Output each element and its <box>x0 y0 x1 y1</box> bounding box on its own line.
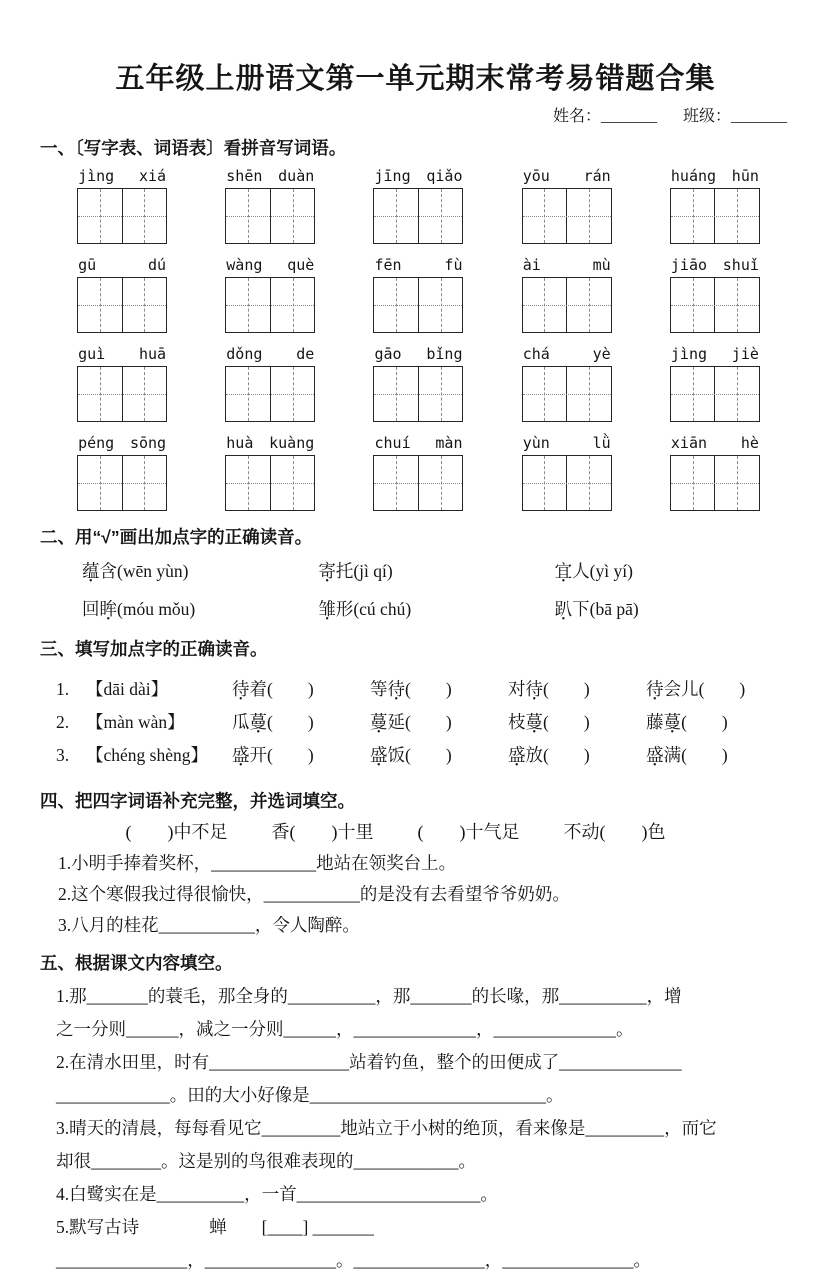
name-blank: _______ <box>600 108 657 125</box>
tianzige-cell <box>270 189 315 243</box>
pinyin-syllable: rán <box>583 167 611 185</box>
class-blank: _______ <box>731 108 787 125</box>
pinyin-word-group <box>74 167 170 244</box>
answer-paren: ( ) <box>405 679 452 699</box>
tianzige-cell <box>226 189 270 243</box>
tianzige-cell <box>523 367 567 421</box>
answer-paren: ( ) <box>543 745 590 765</box>
answer-paren: ( ) <box>405 745 452 765</box>
word-suffix: 开 <box>249 745 267 765</box>
dotted-character: 待 <box>387 679 406 699</box>
tianzige-cell <box>671 367 715 421</box>
dotted-character: 盛 <box>508 745 526 765</box>
pronunciation-fill-rows <box>40 666 791 779</box>
dotted-character: 蔓 <box>525 712 544 732</box>
answer-paren: ( ) <box>267 712 314 732</box>
tianzige-cell <box>226 367 270 421</box>
pinyin-word-group <box>222 167 318 244</box>
pinyin-syllable: shuǐ <box>722 256 759 274</box>
pinyin-syllable: de <box>296 345 315 363</box>
tianzige-cell <box>566 278 611 332</box>
tianzige-writing-box <box>670 188 760 244</box>
pinyin-syllable: chá <box>522 345 550 363</box>
pinyin-label <box>667 434 763 452</box>
pinyin-word-group <box>222 256 318 333</box>
tianzige-cell <box>714 278 759 332</box>
pinyin-word-group <box>370 345 466 422</box>
pinyin-syllable: hè <box>740 434 759 452</box>
pinyin-syllable: yōu <box>522 167 550 185</box>
tianzige-writing-box <box>225 277 315 333</box>
recall-line: _______________，_______________。_______________，_______________。 <box>56 1249 651 1270</box>
tianzige-cell <box>270 367 315 421</box>
pinyin-word-group <box>667 345 763 422</box>
dotted-character: 待 <box>232 679 250 699</box>
pinyin-word-group <box>74 345 170 422</box>
tianzige-cell <box>78 367 122 421</box>
row-number: 1. <box>56 679 70 699</box>
dotted-character: 眸 <box>99 599 117 619</box>
word-prefix: 等 <box>370 679 388 699</box>
pinyin-label <box>519 256 615 274</box>
pinyin-syllable: jiè <box>731 345 759 363</box>
tianzige-writing-box <box>670 277 760 333</box>
pinyin-word-group <box>222 434 318 511</box>
tianzige-writing-box <box>77 277 167 333</box>
tianzige-cell <box>671 278 715 332</box>
tianzige-writing-box <box>522 277 612 333</box>
tianzige-cell <box>714 189 759 243</box>
pinyin-label <box>370 434 466 452</box>
pinyin-word-group <box>74 434 170 511</box>
word-with-blank <box>646 742 791 767</box>
pinyin-word-group <box>370 167 466 244</box>
dotted-character: 雏 <box>318 599 336 619</box>
dotted-character: 趴 <box>554 599 573 619</box>
answer-paren: ( ) <box>543 679 590 699</box>
word-suffix: 下(bā pā) <box>572 599 639 619</box>
pinyin-syllable: dǒng <box>226 345 263 363</box>
recall-line: 4.白鹭实在是__________，一首_____________________。 <box>56 1183 498 1204</box>
pinyin-label <box>667 345 763 363</box>
recall-line: _____________。田的大小好像是___________________________。 <box>56 1085 564 1106</box>
pinyin-syllable: què <box>287 256 315 274</box>
pinyin-syllable: shēn <box>226 167 263 185</box>
dotted-word-item <box>555 558 633 583</box>
tianzige-writing-box <box>670 455 760 511</box>
word-suffix: 人(yì yí) <box>572 561 633 581</box>
tianzige-cell <box>418 189 463 243</box>
tianzige-writing-box <box>77 366 167 422</box>
pinyin-syllable: gū <box>78 256 97 274</box>
word-suffix: 形(cú chú) <box>335 599 412 619</box>
dotted-character: 蔓 <box>663 712 682 732</box>
word-with-blank <box>370 742 508 767</box>
pinyin-label <box>667 256 763 274</box>
tianzige-cell <box>122 367 167 421</box>
tianzige-writing-box <box>373 277 463 333</box>
tianzige-writing-box <box>225 366 315 422</box>
word-suffix: 托(jì qí) <box>335 561 393 581</box>
dotted-character: 待 <box>646 679 664 699</box>
pinyin-label <box>370 256 466 274</box>
pinyin-word-group <box>667 434 763 511</box>
tianzige-cell <box>122 278 167 332</box>
pinyin-label <box>74 434 170 452</box>
pinyin-syllable: péng <box>78 434 115 452</box>
pinyin-word-group <box>519 345 615 422</box>
tianzige-writing-box <box>225 188 315 244</box>
tianzige-writing-box <box>373 188 463 244</box>
section4-heading: 四、把四字词语补充完整，并选词填空。 <box>40 791 355 811</box>
pinyin-syllable: duàn <box>278 167 315 185</box>
word-prefix: 回 <box>82 599 100 619</box>
tianzige-cell <box>418 456 463 510</box>
section3-heading: 三、填写加点字的正确读音。 <box>40 639 268 659</box>
word-with-blank <box>508 742 646 767</box>
pinyin-word-group <box>519 167 615 244</box>
pinyin-word-group <box>667 167 763 244</box>
word-suffix: (móu mǒu) <box>117 599 196 619</box>
name-label: 姓名： <box>552 108 601 125</box>
dotted-character: 盛 <box>370 745 388 765</box>
tianzige-cell <box>270 278 315 332</box>
pinyin-syllable: fù <box>444 256 463 274</box>
dotted-word-item <box>318 558 392 583</box>
tianzige-cell <box>418 278 463 332</box>
tianzige-writing-box <box>522 366 612 422</box>
tianzige-cell <box>566 456 611 510</box>
pinyin-label <box>519 434 615 452</box>
pinyin-syllable: jiāo <box>670 256 708 274</box>
tianzige-cell <box>671 189 715 243</box>
pinyin-syllable: jìng <box>78 167 115 185</box>
word-prefix: 对 <box>508 679 526 699</box>
word-with-blank <box>370 676 508 701</box>
word-suffix: 着 <box>249 679 267 699</box>
tianzige-cell <box>226 278 270 332</box>
idiom-with-blank: ( )中不足 <box>125 822 228 842</box>
recall-line: 5.默写古诗 蝉 [____] _______ <box>56 1216 374 1237</box>
idiom-completion-line <box>40 818 751 844</box>
pinyin-syllable: hūn <box>731 167 759 185</box>
answer-paren: ( ) <box>698 679 746 699</box>
dotted-word-item <box>82 558 188 583</box>
fill-sentence: 1.小明手捧着奖杯，____________地站在领奖台上。 <box>58 853 457 873</box>
word-suffix: 含(wēn yùn) <box>99 561 189 581</box>
pinyin-word-group <box>74 256 170 333</box>
word-suffix: 满 <box>663 745 682 765</box>
pinyin-label <box>222 345 318 363</box>
dotted-character: 寄 <box>318 561 336 581</box>
recall-line: 之一分则______，减之一分则______，______________，______________。 <box>56 1019 634 1040</box>
pinyin-label <box>74 345 170 363</box>
dotted-character: 宜 <box>554 561 573 581</box>
tianzige-writing-box <box>373 366 463 422</box>
pinyin-syllable: yè <box>592 345 611 363</box>
tianzige-cell <box>374 367 418 421</box>
idiom-with-blank: 不动( )色 <box>563 822 666 842</box>
tianzige-cell <box>122 456 167 510</box>
recall-line: 3.晴天的清晨，每每看见它_________地站立于小树的绝顶，看来像是_________，而它 <box>56 1117 717 1138</box>
pinyin-syllable: yùn <box>522 434 550 452</box>
tianzige-cell <box>270 456 315 510</box>
tianzige-cell <box>566 189 611 243</box>
word-with-blank <box>232 709 370 734</box>
pinyin-word-group <box>667 256 763 333</box>
pinyin-options-key: 【màn wàn】 <box>86 712 185 732</box>
section1-heading: 一、〔写字表、词语表〕看拼音写词语。 <box>40 138 347 158</box>
word-with-blank <box>232 742 370 767</box>
word-prefix: 枝 <box>508 712 526 732</box>
word-with-blank <box>508 676 646 701</box>
pinyin-syllable: màn <box>435 434 463 452</box>
pinyin-syllable: wàng <box>226 256 263 274</box>
pinyin-syllable: lǜ <box>592 434 611 452</box>
pinyin-word-group <box>519 434 615 511</box>
pinyin-word-group <box>370 434 466 511</box>
pinyin-label <box>222 434 318 452</box>
dotted-word-item <box>555 596 639 621</box>
fill-sentence: 3.八月的桂花___________，令人陶醉。 <box>58 915 360 936</box>
pinyin-syllable: sōng <box>129 434 167 452</box>
word-with-blank <box>508 709 646 734</box>
pinyin-label <box>519 167 615 185</box>
tianzige-writing-box <box>670 366 760 422</box>
dotted-character: 盛 <box>646 745 664 765</box>
section2-heading: 二、用“√”画出加点字的正确读音。 <box>40 527 313 547</box>
word-with-blank <box>646 709 791 734</box>
pinyin-word-group <box>370 256 466 333</box>
pinyin-syllable: gāo <box>374 345 402 363</box>
pinyin-syllable: dú <box>148 256 167 274</box>
pinyin-syllable: bǐng <box>426 345 463 363</box>
tianzige-writing-box <box>225 455 315 511</box>
dotted-character: 蔓 <box>249 712 267 732</box>
answer-paren: ( ) <box>681 712 728 732</box>
pinyin-syllable: jīng <box>374 167 411 185</box>
row-number: 3. <box>56 745 70 765</box>
tianzige-cell <box>523 278 567 332</box>
pinyin-syllable: ài <box>522 256 541 274</box>
pinyin-syllable: kuàng <box>269 434 315 452</box>
answer-paren: ( ) <box>543 712 590 732</box>
word-suffix: 会儿 <box>663 679 699 699</box>
tianzige-writing-box <box>373 455 463 511</box>
word-with-blank <box>646 676 791 701</box>
pinyin-syllable: xiá <box>139 167 167 185</box>
dotted-character: 盛 <box>232 745 250 765</box>
tianzige-cell <box>78 456 122 510</box>
pinyin-options-key: 【chéng shèng】 <box>86 745 208 765</box>
tianzige-cell <box>374 189 418 243</box>
recall-line: 2.在清水田里，时有________________站着钓鱼，整个的田便成了______________ <box>56 1052 682 1073</box>
pinyin-word-group <box>222 345 318 422</box>
pinyin-syllable: huáng <box>670 167 717 185</box>
text-recall-lines <box>40 980 791 1276</box>
tianzige-writing-box <box>77 188 167 244</box>
dotted-character: 蔓 <box>370 712 388 732</box>
idiom-with-blank: ( )十气足 <box>417 822 520 842</box>
pinyin-syllable: qiǎo <box>426 167 463 185</box>
pinyin-syllable: huā <box>139 345 167 363</box>
idiom-with-blank: 香( )十里 <box>271 822 374 842</box>
tianzige-writing-box <box>522 455 612 511</box>
tianzige-cell <box>374 278 418 332</box>
idiom-fill-sentences <box>40 848 791 941</box>
pinyin-label <box>222 167 318 185</box>
tianzige-cell <box>523 456 567 510</box>
pinyin-label <box>519 345 615 363</box>
tianzige-cell <box>78 278 122 332</box>
pinyin-word-group <box>519 256 615 333</box>
tianzige-cell <box>78 189 122 243</box>
section5-heading: 五、根据课文内容填空。 <box>40 953 233 974</box>
word-with-blank <box>370 709 508 734</box>
tianzige-cell <box>122 189 167 243</box>
class-label: 班级： <box>682 108 731 125</box>
pinyin-writing-grid <box>40 165 791 515</box>
pinyin-label <box>667 167 763 185</box>
pinyin-syllable: chuí <box>374 434 411 452</box>
word-suffix: 饭 <box>387 745 406 765</box>
pinyin-label <box>74 256 170 274</box>
tianzige-writing-box <box>522 188 612 244</box>
pinyin-syllable: guì <box>78 345 106 363</box>
word-suffix: 延 <box>387 712 406 732</box>
pronunciation-fill-row <box>56 709 791 734</box>
word-with-blank <box>232 676 370 701</box>
pinyin-syllable: jìng <box>670 345 708 363</box>
word-suffix: 放 <box>525 745 544 765</box>
word-prefix: 藤 <box>646 712 664 732</box>
pronunciation-choice-grid <box>40 554 791 627</box>
answer-paren: ( ) <box>405 712 452 732</box>
dotted-character: 待 <box>525 679 544 699</box>
tianzige-cell <box>418 367 463 421</box>
answer-paren: ( ) <box>681 745 728 765</box>
pronunciation-fill-row <box>56 742 791 767</box>
page-title: 五年级上册语文第一单元期末常考易错题合集 <box>115 63 716 95</box>
tianzige-cell <box>226 456 270 510</box>
answer-paren: ( ) <box>267 745 314 765</box>
dotted-word-item <box>318 596 411 621</box>
pinyin-label <box>74 167 170 185</box>
pinyin-options-key: 【dāi dài】 <box>86 679 169 699</box>
answer-paren: ( ) <box>267 679 314 699</box>
pinyin-syllable: fēn <box>374 256 402 274</box>
pronunciation-fill-row <box>56 676 791 701</box>
tianzige-cell <box>671 456 715 510</box>
tianzige-cell <box>566 367 611 421</box>
tianzige-cell <box>523 189 567 243</box>
pinyin-syllable: huà <box>226 434 254 452</box>
tianzige-cell <box>374 456 418 510</box>
fill-sentence: 2.这个寒假我过得很愉快，___________的是没有去看望爷爷奶奶。 <box>58 884 570 905</box>
row-number: 2. <box>56 712 70 732</box>
pinyin-label <box>370 167 466 185</box>
pinyin-label <box>222 256 318 274</box>
recall-line: 1.那_______的蓑毛，那全身的__________，那_______的长喙，那__________，增 <box>56 986 682 1007</box>
tianzige-cell <box>714 367 759 421</box>
tianzige-writing-box <box>77 455 167 511</box>
tianzige-cell <box>714 456 759 510</box>
recall-line: 却很________。这是别的鸟很难表现的____________。 <box>56 1150 476 1171</box>
pinyin-label <box>370 345 466 363</box>
pinyin-syllable: xiān <box>670 434 708 452</box>
dotted-character: 蕴 <box>82 561 100 581</box>
word-prefix: 瓜 <box>232 712 250 732</box>
pinyin-syllable: mù <box>592 256 611 274</box>
name-class-line <box>40 103 791 126</box>
dotted-word-item <box>82 596 195 621</box>
